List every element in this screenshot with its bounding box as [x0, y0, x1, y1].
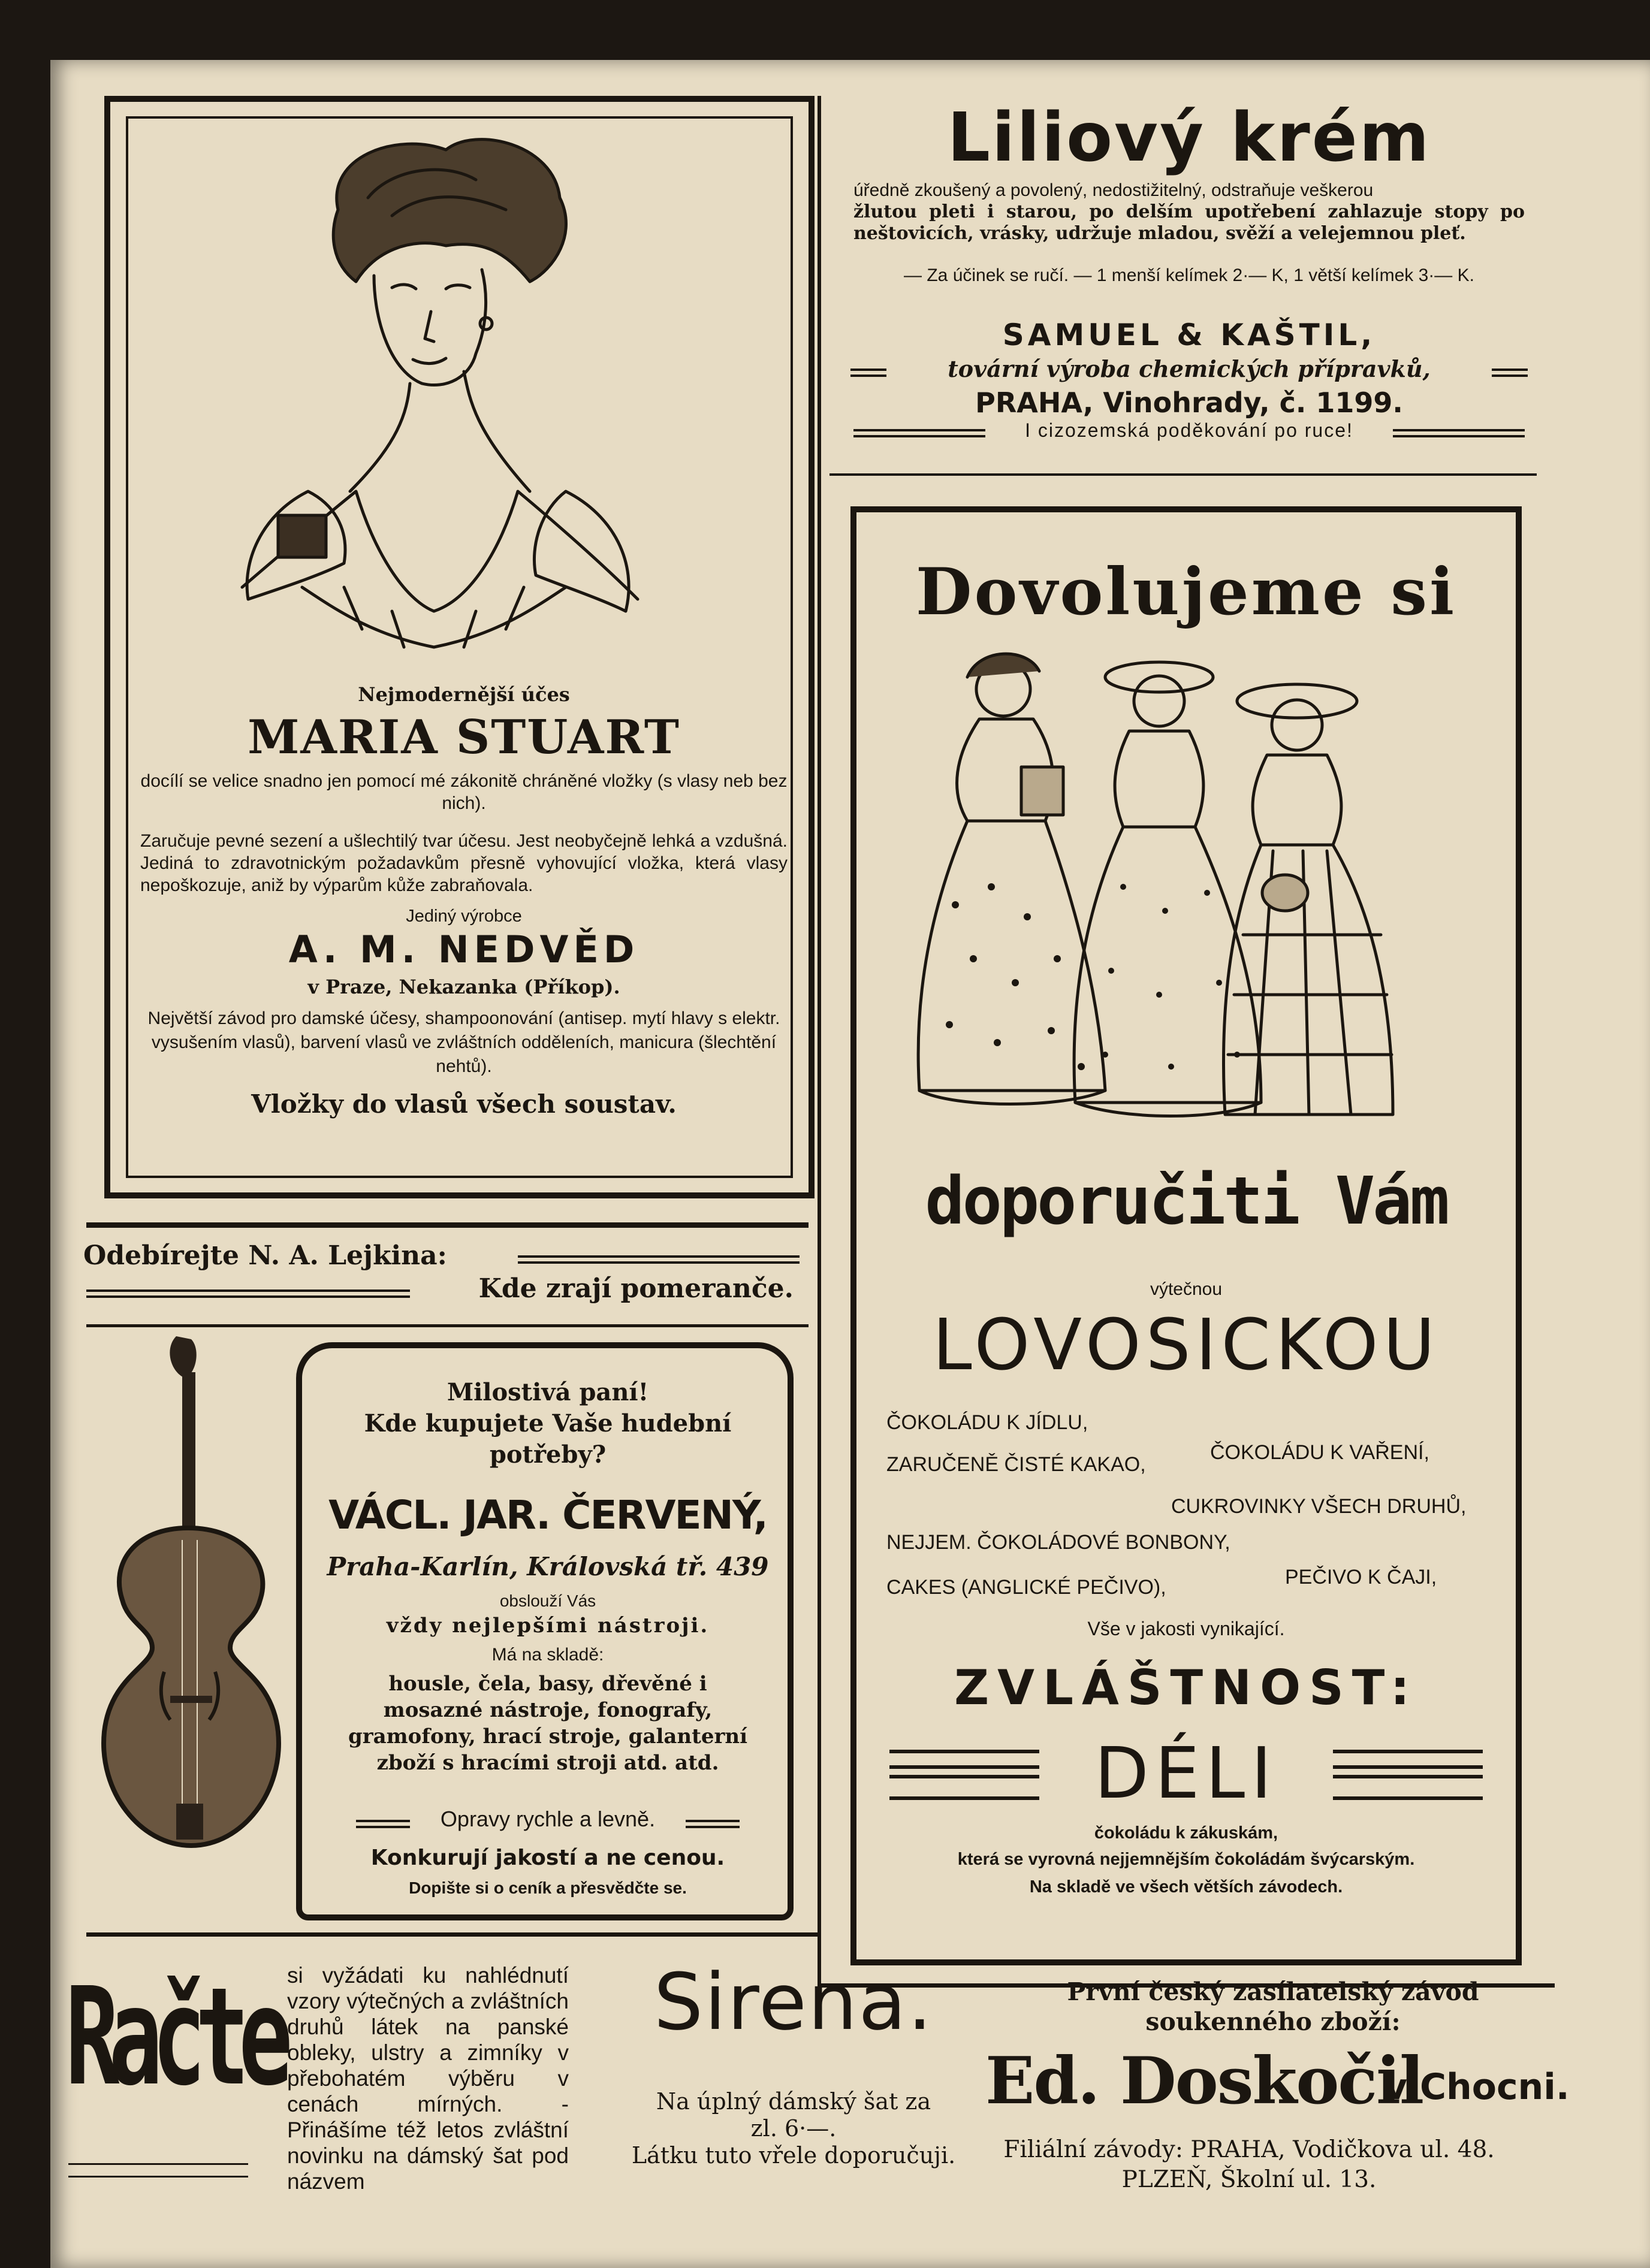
- divider: [829, 473, 1537, 476]
- liliovy-address: PRAHA, Vinohrady, č. 1199.: [975, 386, 1403, 419]
- decorative-rule: [686, 1820, 740, 1828]
- decorative-rule: [1393, 429, 1525, 437]
- woman-portrait-illustration: [194, 132, 674, 743]
- decorative-rule: [850, 369, 886, 377]
- question: Kde kupujete Vaše hudební potřeby?: [364, 1409, 732, 1469]
- decorative-rule: [86, 1289, 410, 1298]
- stock-list: housle, čela, basy, dřevěné i mosazné nástroje, fonografy, gramofony, hrací stroje, galanterní zboží s hracími stroji atd. atd.: [348, 1672, 748, 1775]
- product-6: PEČIVO K ČAJI,: [1285, 1566, 1437, 1588]
- liliovy-thanks: I cizozemská poděkování po ruce!: [1025, 419, 1353, 441]
- slogan: Vložky do vlasů všech soustav.: [251, 1089, 677, 1119]
- sirena-price-2: zl. 6·—.: [750, 2115, 837, 2142]
- paragraph-3: Největší závod pro damské účesy, shampoonování (antisep. mytí hlavy s elektr. vysušením vlasů), barvení vlasů ve zvláštních odděleních, manicura (šlechtění nehtů).: [147, 1008, 780, 1076]
- sirena-recommend: Látku tuto vřele doporučuji.: [631, 2142, 956, 2169]
- sirena-price-1: Na úplný dámský šat za: [656, 2088, 931, 2115]
- fine: výtečnou: [1150, 1279, 1223, 1299]
- catalog: Dopište si o ceník a přesvědčte se.: [409, 1879, 687, 1897]
- maker-name: A. M. NEDVĚD: [288, 928, 640, 971]
- decorative-rule: [889, 1750, 1039, 1800]
- doskocil-branch-2: PLZEŇ, Školní ul. 13.: [1121, 2166, 1377, 2193]
- headline: Dovolujeme si: [915, 554, 1457, 630]
- liliovy-factory: tovární výroba chemických přípravků,: [948, 355, 1431, 382]
- paragraph-1: docílí se velice snadno jen pomocí mé zákonitě chráněné vložky (s vlasy neb bez nich).: [140, 771, 788, 813]
- quality: Vše v jakosti vynikající.: [1087, 1618, 1285, 1639]
- decorative-rule: [853, 429, 985, 437]
- doskocil-place: v Chocni.: [1384, 2066, 1570, 2108]
- special-desc-2: která se vyrovná nejjemnějším čokoládám švýcarským.: [957, 1850, 1415, 1869]
- serves: obslouží Vás: [499, 1591, 596, 1610]
- liliovy-body-1: úředně zkoušený a povolený, nedostižitelný, odstraňuje veškerou: [853, 180, 1374, 200]
- product-7: CAKES (ANGLICKÉ PEČIVO),: [886, 1576, 1166, 1599]
- kicker: Nejmodernější účes: [358, 683, 570, 706]
- product-2: ČOKOLÁDU K VAŘENÍ,: [1210, 1441, 1429, 1464]
- racte-title: Račte: [65, 1959, 282, 2116]
- column-rule: [818, 96, 821, 1989]
- special-product: DÉLI: [1094, 1732, 1278, 1814]
- racte-text: si vyžádati ku nahlédnutí vzory výtečných a zvláštních druhů látek na panské obleky, ulstry a zimníky v přebohatém výběru v cenách mírných. - Přinášíme též letos zvláštní novinku na dámský šat pod názvem: [287, 1963, 569, 2194]
- violin-illustration: [86, 1336, 302, 1864]
- liliovy-title: Liliový krém: [947, 99, 1431, 177]
- product-4: CUKROVINKY VŠECH DRUHŮ,: [1171, 1495, 1467, 1518]
- brand: LOVOSICKOU: [932, 1303, 1440, 1386]
- decorative-rule: [1492, 369, 1528, 377]
- maker-address: v Praze, Nekazanka (Příkop).: [307, 976, 620, 998]
- best-instruments: vždy nejlepšími nástroji.: [386, 1614, 710, 1638]
- decorative-rule: [1333, 1750, 1483, 1800]
- special-desc-3: Na skladě ve všech větších závodech.: [1029, 1877, 1343, 1896]
- divider: [86, 1324, 809, 1327]
- decorative-rule: [518, 1255, 800, 1264]
- doskocil-line-2: soukenného zboží:: [1145, 2007, 1401, 2036]
- liliovy-body-2: žlutou pleti i starou, po delším upotřebení zahlazuje stopy po neštovicích, vrásky, udržuje mladou, svěží a velejemnou pleť.: [853, 201, 1525, 244]
- special-label: ZVLÁŠTNOST:: [954, 1660, 1418, 1716]
- lejkin-line-1: Odebírejte N. A. Lejkina:: [83, 1240, 447, 1271]
- newspaper-page: [50, 60, 1650, 2268]
- liliovy-body-3: — Za účinek se ručí. — 1 menší kelímek 2·— K, 1 větší kelímek 3·— K.: [904, 265, 1474, 285]
- maker-label: Jediný výrobce: [406, 907, 522, 926]
- competes: Konkurují jakostí a ne cenou.: [370, 1846, 725, 1870]
- greeting: Milostivá paní!: [447, 1378, 649, 1406]
- divider: [86, 1932, 818, 1937]
- decorative-rule: [356, 1820, 410, 1828]
- three-women-illustration: [907, 635, 1399, 1162]
- recommend: doporučiti Vám: [925, 1162, 1447, 1239]
- doskocil-branch-1: Filiální závody: PRAHA, Vodičkova ul. 48.: [1003, 2136, 1495, 2163]
- paragraph-2: Zaručuje pevné sezení a ušlechtilý tvar účesu. Jest neobyčejně lehká a vzdušná. Jediná to zdravotnickým požadavkům přesně vyhovující vložka, která vlasy nepoškozuje, aniž by výparům kůže zabraňovala.: [140, 831, 788, 895]
- divider: [86, 1222, 809, 1228]
- decorative-rule: [68, 2163, 248, 2178]
- sirena-brand: Sirena.: [653, 1956, 934, 2047]
- stock-label: Má na skladě:: [491, 1645, 604, 1665]
- repairs: Opravy rychle a levně.: [440, 1807, 656, 1831]
- lejkin-line-2: Kde zrají pomeranče.: [478, 1273, 794, 1304]
- liliovy-firm: SAMUEL & KAŠTIL,: [1002, 318, 1376, 352]
- product-5: NEJJEM. ČOKOLÁDOVÉ BONBONY,: [886, 1531, 1230, 1554]
- product-3: ZARUČENĚ ČISTÉ KAKAO,: [886, 1453, 1146, 1476]
- doskocil-name: Ed. Doskočil: [985, 2043, 1423, 2119]
- ad-title: MARIA STUART: [248, 710, 680, 765]
- firm-address: Praha-Karlín, Královská tř. 439: [327, 1552, 769, 1581]
- doskocil-line-1: První český zasílatelský závod: [1067, 1977, 1479, 2006]
- firm-name: VÁCL. JAR. ČERVENÝ,: [328, 1492, 767, 1538]
- product-1: ČOKOLÁDU K JÍDLU,: [886, 1411, 1088, 1434]
- special-desc-1: čokoládu k zákuskám,: [1094, 1823, 1278, 1843]
